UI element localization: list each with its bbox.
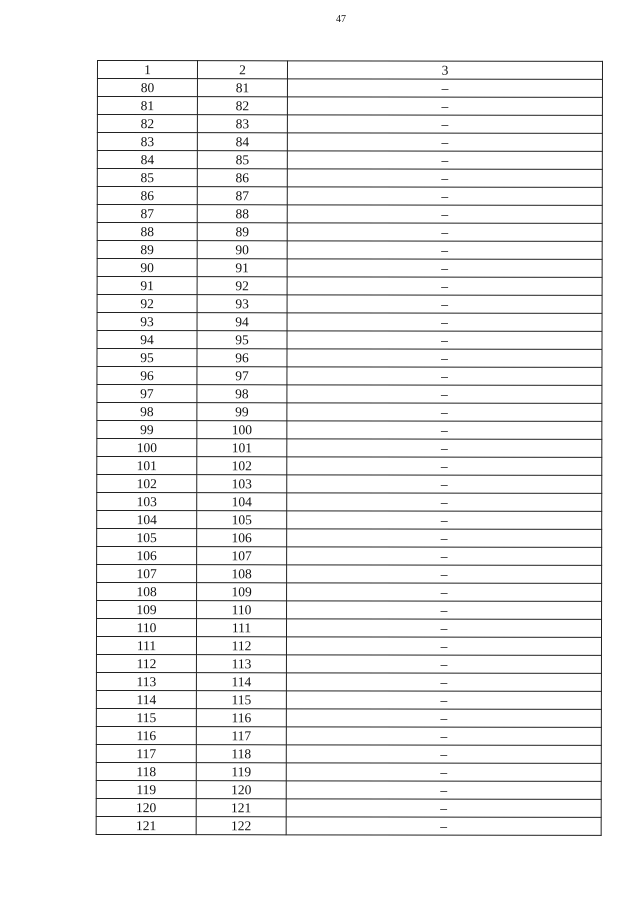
table-cell-col3: –: [286, 637, 601, 656]
table-cell-col1: 89: [97, 241, 197, 259]
table-cell-col2: 86: [197, 169, 287, 187]
table-cell-col2: 114: [196, 673, 286, 691]
table-cell-col2: 99: [197, 403, 287, 421]
table-cell-col2: 105: [197, 511, 287, 529]
table-cell-col1: 108: [97, 583, 197, 601]
table-cell-col1: 114: [96, 690, 196, 708]
table-cell-col2: 91: [197, 259, 287, 277]
table-row: [97, 457, 602, 476]
table-row: [97, 313, 602, 332]
table-cell-col2: 113: [196, 655, 286, 673]
table-cell-col2: 84: [197, 133, 287, 151]
table-cell-col3: –: [287, 151, 602, 170]
page-number: 47: [336, 14, 346, 25]
table-cell-col3: –: [286, 673, 601, 692]
table-cell-col1: 101: [97, 457, 197, 475]
table-row: [97, 475, 602, 494]
table-cell-col1: 91: [97, 277, 197, 295]
table-cell-col3: –: [287, 259, 602, 278]
table-cell-col2: 109: [197, 583, 287, 601]
table-row: [97, 403, 602, 422]
table-cell-col1: 110: [96, 619, 196, 637]
table-cell-col3: –: [287, 511, 602, 530]
table-cell-col1: 94: [97, 331, 197, 349]
table-cell-col1: 81: [97, 97, 197, 115]
table-cell-col3: –: [287, 475, 602, 494]
table-cell-col1: 116: [96, 726, 196, 744]
table-row: [97, 97, 602, 116]
table-row: [97, 169, 602, 188]
table-cell-col3: –: [287, 349, 602, 368]
table-row: [97, 439, 602, 458]
table-cell-col2: 111: [196, 619, 286, 637]
table-body: [96, 79, 602, 836]
table-cell-col3: –: [286, 799, 601, 818]
table-cell-col3: –: [287, 97, 602, 116]
table-cell-col3: –: [287, 169, 602, 188]
table-row: [97, 331, 602, 350]
table-cell-col1: 86: [97, 187, 197, 205]
table-cell-col3: –: [287, 313, 602, 332]
table-cell-col2: 100: [197, 421, 287, 439]
table-row: [96, 619, 601, 638]
table-row: [97, 565, 602, 584]
table-cell-col1: 102: [97, 475, 197, 493]
table-cell-col1: 96: [97, 367, 197, 385]
table-cell-col2: 122: [196, 817, 286, 835]
table-row: [96, 798, 601, 817]
table-cell-col2: 121: [196, 799, 286, 817]
table-cell-col2: 115: [196, 691, 286, 709]
table-cell-col3: –: [287, 421, 602, 440]
table-cell-col1: 93: [97, 313, 197, 331]
table-row: [96, 708, 601, 727]
table-cell-col1: 115: [96, 708, 196, 726]
table-cell-col2: 95: [197, 331, 287, 349]
table-row: [97, 601, 602, 620]
table-row: [96, 654, 601, 673]
table-cell-col3: –: [287, 529, 602, 548]
table-cell-col1: 82: [97, 115, 197, 133]
table-cell-col3: –: [286, 817, 601, 836]
column-header-2: 2: [197, 61, 287, 79]
table-cell-col3: –: [287, 367, 602, 386]
table-cell-col3: –: [287, 493, 602, 512]
table-cell-col3: –: [287, 565, 602, 584]
table-row: [96, 816, 601, 835]
table-cell-col1: 84: [97, 151, 197, 169]
table-row: [97, 277, 602, 296]
table-cell-col1: 97: [97, 385, 197, 403]
table-cell-col3: –: [287, 115, 602, 134]
table-row: [96, 672, 601, 691]
table-row: [97, 295, 602, 314]
table-cell-col1: 111: [96, 637, 196, 655]
table-cell-col3: –: [287, 601, 602, 620]
table-cell-col3: –: [286, 727, 601, 746]
table-cell-col2: 103: [197, 475, 287, 493]
table-cell-col3: –: [287, 223, 602, 242]
table-cell-col2: 102: [197, 457, 287, 475]
table-cell-col2: 94: [197, 313, 287, 331]
table-row: [96, 726, 601, 745]
table-cell-col2: 101: [197, 439, 287, 457]
table-cell-col1: 87: [97, 205, 197, 223]
table-row: [96, 690, 601, 709]
table-cell-col2: 98: [197, 385, 287, 403]
table-row: [97, 385, 602, 404]
table-cell-col3: –: [287, 439, 602, 458]
table-row: [96, 744, 601, 763]
table-row: [97, 529, 602, 548]
table-cell-col3: –: [287, 241, 602, 260]
table-row: [97, 349, 602, 368]
table-row: [97, 583, 602, 602]
table-row: [97, 205, 602, 224]
table-cell-col1: 121: [96, 816, 196, 834]
table-cell-col2: 117: [196, 727, 286, 745]
table-row: [96, 762, 601, 781]
column-header-1: 1: [97, 61, 197, 79]
table-row: [97, 79, 602, 98]
table-cell-col1: 88: [97, 223, 197, 241]
table-cell-col3: –: [287, 547, 602, 566]
table-cell-col2: 90: [197, 241, 287, 259]
table-cell-col3: –: [286, 619, 601, 638]
table-cell-col2: 107: [197, 547, 287, 565]
table-row: [97, 133, 602, 152]
table-cell-col3: –: [287, 583, 602, 602]
table-cell-col3: –: [287, 385, 602, 404]
table-cell-col2: 112: [196, 637, 286, 655]
table-cell-col2: 108: [197, 565, 287, 583]
table-cell-col2: 82: [197, 97, 287, 115]
table-cell-col2: 88: [197, 205, 287, 223]
table-cell-col3: –: [287, 277, 602, 296]
table-row: [97, 421, 602, 440]
table-row: [97, 223, 602, 242]
table-cell-col1: 83: [97, 133, 197, 151]
table-cell-col1: 99: [97, 421, 197, 439]
table-cell-col1: 80: [97, 79, 197, 97]
table-cell-col2: 110: [197, 601, 287, 619]
table-cell-col3: –: [287, 403, 602, 422]
table-cell-col2: 97: [197, 367, 287, 385]
table-cell-col3: –: [287, 295, 602, 314]
table-row: [97, 493, 602, 512]
table-cell-col2: 120: [196, 781, 286, 799]
table-cell-col3: –: [286, 709, 601, 728]
table-row: [96, 780, 601, 799]
table-cell-col1: 103: [97, 493, 197, 511]
table-cell-col2: 83: [197, 115, 287, 133]
table-cell-col2: 87: [197, 187, 287, 205]
table-cell-col2: 96: [197, 349, 287, 367]
table-cell-col1: 85: [97, 169, 197, 187]
table-cell-col1: 120: [96, 798, 196, 816]
table-row: [97, 151, 602, 170]
table-row: [97, 259, 602, 278]
table-cell-col3: –: [287, 205, 602, 224]
table-cell-col3: –: [287, 331, 602, 350]
table-cell-col2: 118: [196, 745, 286, 763]
table-row: [97, 187, 602, 206]
table-header-row: [97, 61, 602, 80]
table-cell-col3: –: [287, 457, 602, 476]
table-cell-col3: –: [286, 763, 601, 782]
table-cell-col3: –: [287, 79, 602, 98]
table-cell-col1: 100: [97, 439, 197, 457]
table-cell-col1: 112: [96, 654, 196, 672]
table-cell-col1: 92: [97, 295, 197, 313]
table-cell-col3: –: [287, 187, 602, 206]
table-row: [97, 547, 602, 566]
table-row: [97, 115, 602, 134]
table-cell-col1: 113: [96, 672, 196, 690]
table-cell-col2: 81: [197, 79, 287, 97]
table-cell-col2: 106: [197, 529, 287, 547]
table-cell-col3: –: [286, 691, 601, 710]
table-cell-col2: 116: [196, 709, 286, 727]
table-cell-col1: 105: [97, 529, 197, 547]
table-cell-col2: 89: [197, 223, 287, 241]
table-cell-col1: 117: [96, 744, 196, 762]
column-header-3: 3: [287, 61, 602, 80]
table-cell-col1: 119: [96, 780, 196, 798]
data-table: [96, 60, 603, 836]
table-cell-col3: –: [286, 781, 601, 800]
table-row: [97, 241, 602, 260]
table-cell-col1: 104: [97, 511, 197, 529]
table-cell-col1: 90: [97, 259, 197, 277]
table-row: [97, 511, 602, 530]
table-cell-col1: 95: [97, 349, 197, 367]
table-cell-col1: 118: [96, 762, 196, 780]
table-cell-col3: –: [286, 655, 601, 674]
table-cell-col1: 109: [97, 601, 197, 619]
table-cell-col2: 104: [197, 493, 287, 511]
table-cell-col3: –: [286, 745, 601, 764]
table-cell-col2: 93: [197, 295, 287, 313]
table-cell-col2: 92: [197, 277, 287, 295]
table-cell-col2: 119: [196, 763, 286, 781]
table-cell-col1: 106: [97, 547, 197, 565]
table-row: [96, 637, 601, 656]
table-cell-col2: 85: [197, 151, 287, 169]
table-cell-col1: 107: [97, 565, 197, 583]
table-row: [97, 367, 602, 386]
table-cell-col1: 98: [97, 403, 197, 421]
table-cell-col3: –: [287, 133, 602, 152]
